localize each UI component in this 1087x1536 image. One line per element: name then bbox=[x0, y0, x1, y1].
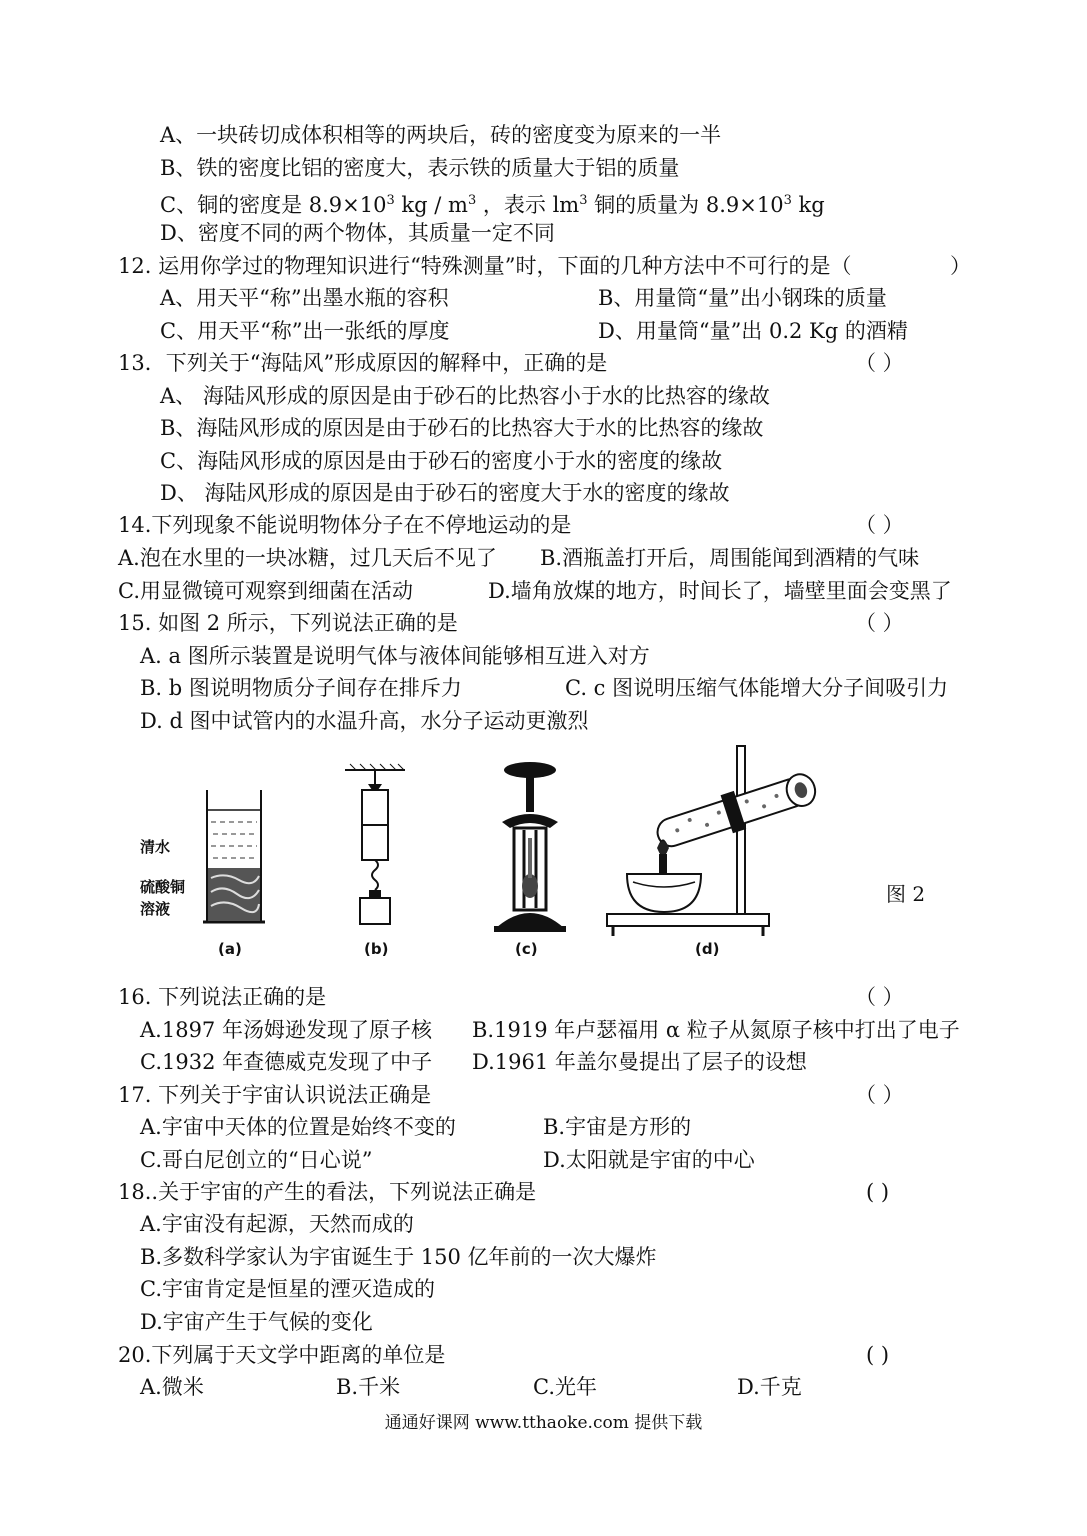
q13-option-d: D、 海陆风形成的原因是由于砂石的密度大于水的密度的缘故 bbox=[160, 481, 730, 505]
q11-c-exp-1: 3 bbox=[386, 193, 395, 208]
q20-option-b: B.千米 bbox=[336, 1375, 401, 1399]
figure-sub-a: (a) bbox=[218, 940, 242, 958]
diffusion-cylinder-illustration bbox=[195, 780, 275, 930]
q11-c-exp-4: 3 bbox=[783, 193, 792, 208]
lead-cylinders-illustration bbox=[340, 762, 410, 937]
q17-option-d: D.太阳就是宇宙的中心 bbox=[543, 1148, 755, 1172]
q14-answer-paren: （ ） bbox=[855, 513, 904, 537]
q18-option-b: B.多数科学家认为宇宙诞生于 150 亿年前的一次大爆炸 bbox=[140, 1245, 657, 1269]
q16-answer-paren: （ ） bbox=[855, 985, 904, 1009]
q18-option-a: A.宇宙没有起源，天然而成的 bbox=[140, 1212, 414, 1236]
q16-option-a: A.1897 年汤姆逊发现了原子核 bbox=[140, 1018, 432, 1042]
q20-stem: 20.下列属于天文学中距离的单位是 bbox=[118, 1343, 446, 1367]
q16-stem: 16. 下列说法正确的是 bbox=[118, 985, 327, 1009]
q18-option-d: D.宇宙产生于气候的变化 bbox=[140, 1310, 373, 1334]
q12-paren-close: ） bbox=[950, 254, 971, 278]
q17-answer-paren: （ ） bbox=[855, 1083, 904, 1107]
q13-answer-paren: （ ） bbox=[855, 351, 904, 375]
q14-option-d: D.墙角放煤的地方，时间长了，墙壁里面会变黑了 bbox=[488, 579, 952, 603]
q20-option-d: D.千克 bbox=[737, 1375, 802, 1399]
q15-stem: 15. 如图 2 所示，下列说法正确的是 bbox=[118, 611, 458, 635]
q12-option-d: D、用量筒“量”出 0.2 Kg 的酒精 bbox=[598, 319, 908, 343]
q16-option-c: C.1932 年查德威克发现了中子 bbox=[140, 1050, 433, 1074]
q12-option-b: B、用量筒“量”出小钢珠的质量 bbox=[598, 286, 887, 310]
q15-option-c: C. c 图说明压缩气体能增大分子间吸引力 bbox=[565, 676, 949, 700]
test-tube-heating-illustration bbox=[605, 742, 830, 940]
page-footer: 通通好课网 www.tthaoke.com 提供下载 bbox=[384, 1413, 703, 1433]
q11-option-a: A、一块砖切成体积相等的两块后，砖的密度变为原来的一半 bbox=[160, 123, 722, 147]
q16-option-d: D.1961 年盖尔曼提出了层子的设想 bbox=[472, 1050, 807, 1074]
q11-c-exp-3: 3 bbox=[579, 193, 588, 208]
q14-option-c: C.用显微镜可观察到细菌在活动 bbox=[118, 579, 413, 603]
figure-sub-b: (b) bbox=[364, 940, 389, 958]
q18-answer-paren: ( ) bbox=[866, 1180, 890, 1204]
q12-option-c: C、用天平“称”出一张纸的厚度 bbox=[160, 319, 450, 343]
label-cuso4-line2: 溶液 bbox=[140, 900, 171, 918]
q17-option-c: C.哥白尼创立的“日心说” bbox=[140, 1148, 373, 1172]
q20-option-c: C.光年 bbox=[533, 1375, 597, 1399]
q13-stem: 13．下列关于“海陆风”形成原因的解释中，正确的是 bbox=[118, 351, 608, 375]
q11-c-text-5: kg bbox=[791, 193, 825, 217]
q13-option-b: B、海陆风形成的原因是由于砂石的比热容大于水的比热容的缘故 bbox=[160, 416, 764, 440]
q17-option-a: A.宇宙中天体的位置是始终不变的 bbox=[140, 1115, 456, 1139]
q11-c-text-2: kg / m bbox=[394, 193, 468, 217]
q20-answer-paren: ( ) bbox=[866, 1343, 890, 1367]
q14-option-a: A.泡在水里的一块冰糖，过几天后不见了 bbox=[118, 546, 497, 570]
q12-stem: 12. 运用你学过的物理知识进行“特殊测量”时，下面的几种方法中不可行的是（ bbox=[118, 254, 852, 278]
q20-option-a: A.微米 bbox=[140, 1375, 204, 1399]
q15-option-d: D. d 图中试管内的水温升高，水分子运动更激烈 bbox=[140, 709, 589, 733]
q11-c-text-1: C、铜的密度是 8.9×10 bbox=[160, 193, 387, 217]
q15-option-b: B. b 图说明物质分子间存在排斥力 bbox=[140, 676, 462, 700]
q18-stem: 18..关于宇宙的产生的看法，下列说法正确是 bbox=[118, 1180, 537, 1204]
q13-option-c: C、海陆风形成的原因是由于砂石的密度小于水的密度的缘故 bbox=[160, 449, 723, 473]
figure-sub-d: (d) bbox=[695, 940, 720, 958]
q11-c-exp-2: 3 bbox=[467, 193, 477, 208]
q15-answer-paren: （ ） bbox=[855, 611, 904, 635]
q11-option-c bbox=[160, 188, 825, 218]
q13-option-a: A、 海陆风形成的原因是由于砂石的比热容小于水的比热容的缘故 bbox=[160, 384, 770, 408]
q17-stem: 17. 下列关于宇宙认识说法正确是 bbox=[118, 1083, 432, 1107]
q15-option-a: A. a 图所示装置是说明气体与液体间能够相互进入对方 bbox=[140, 644, 650, 668]
q12-option-a: A、用天平“称”出墨水瓶的容积 bbox=[160, 286, 449, 310]
q18-option-c: C.宇宙肯定是恒星的湮灭造成的 bbox=[140, 1277, 435, 1301]
q17-option-b: B.宇宙是方形的 bbox=[543, 1115, 692, 1139]
figure-sub-c: (c) bbox=[515, 940, 538, 958]
q11-c-text-4: 铜的质量为 8.9×10 bbox=[587, 193, 784, 217]
q14-option-b: B.酒瓶盖打开后，周围能闻到酒精的气味 bbox=[540, 546, 920, 570]
compression-device-illustration bbox=[480, 758, 580, 938]
q11-option-d: D、密度不同的两个物体，其质量一定不同 bbox=[160, 221, 555, 245]
q11-c-text-3: ，表示 lm bbox=[476, 193, 580, 217]
label-cuso4-line1: 硫酸铜 bbox=[140, 878, 186, 896]
figure-caption: 图 2 bbox=[886, 882, 926, 906]
q11-option-b: B、铁的密度比铝的密度大，表示铁的质量大于铝的质量 bbox=[160, 156, 680, 180]
label-water: 清水 bbox=[140, 838, 171, 856]
q16-option-b: B.1919 年卢瑟福用 α 粒子从氮原子核中打出了电子 bbox=[472, 1018, 960, 1042]
q14-stem: 14.下列现象不能说明物体分子在不停地运动的是 bbox=[118, 513, 572, 537]
